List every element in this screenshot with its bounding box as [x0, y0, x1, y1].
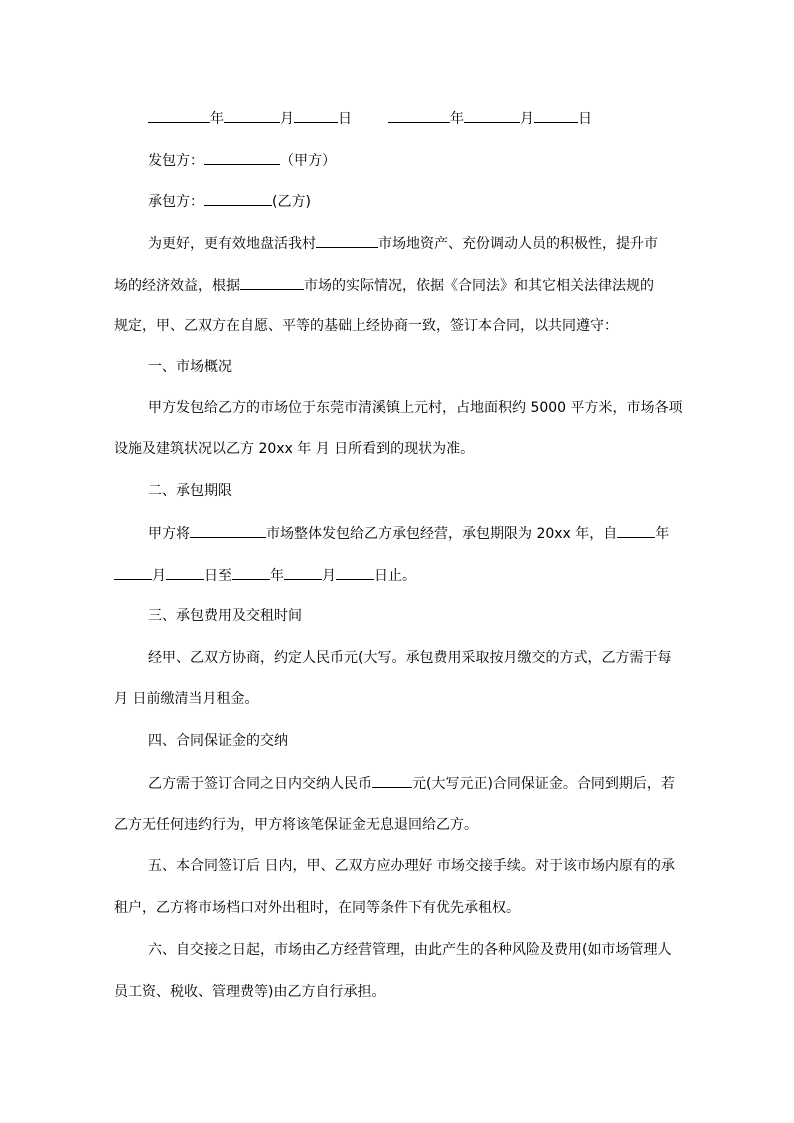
- date-year: 年: [450, 111, 464, 127]
- section-2-text: 市场整体发包给乙方承包经营，承包期限为 20xx 年，自: [266, 526, 618, 542]
- blank-field[interactable]: [190, 523, 266, 538]
- section-4-line-2: 乙方无任何违约行为，甲方将该笔保证金无息退回给乙方。: [114, 817, 478, 833]
- date-month: 月: [520, 111, 534, 127]
- section-1-line-2: 设施及建筑状况以乙方 20xx 年 月 日所看到的现状为准。: [114, 441, 475, 457]
- party-a-label: 发包方：: [148, 153, 204, 169]
- section-2-line-1: [148, 523, 680, 544]
- blank-field[interactable]: [534, 108, 578, 123]
- intro-line-2: [114, 275, 680, 296]
- blank-field[interactable]: [166, 565, 204, 580]
- date-year: 年: [210, 111, 224, 127]
- section-2-text: 日至: [204, 568, 232, 584]
- section-3-line-2: 月 日前缴清当月租金。: [114, 691, 259, 707]
- date-day: 日: [578, 111, 592, 127]
- section-2-text: 日止。: [374, 568, 416, 584]
- section-4-text: 元(大写元正)合同保证金。合同到期后，若: [412, 776, 675, 792]
- blank-field[interactable]: [388, 108, 450, 123]
- section-6-line-2: 员工资、税收、管理费等)由乙方自行承担。: [114, 984, 386, 1000]
- blank-field[interactable]: [148, 108, 210, 123]
- blank-field[interactable]: [232, 565, 270, 580]
- section-2-text: 甲方将: [148, 526, 190, 542]
- section-3-line-1: 经甲、乙双方协商，约定人民币元(大写。承包费用采取按月缴交的方式，乙方需于每: [148, 650, 672, 666]
- section-2-text: 月: [322, 568, 336, 584]
- section-2-text: 月: [152, 568, 166, 584]
- section-6-line-1: 六、自交接之日起，市场由乙方经营管理，由此产生的各种风险及费用(如市场管理人: [148, 942, 672, 958]
- intro-text: 市场的实际情况，依据《合同法》和其它相关法律法规的: [304, 278, 654, 294]
- section-5-line-2: 租户，乙方将市场档口对外出租时，在同等条件下有优先承租权。: [114, 900, 520, 916]
- section-3-title: 三、承包费用及交租时间: [148, 608, 302, 624]
- intro-text: 市场地资产、充份调动人员的积极性，提升市: [378, 236, 658, 252]
- blank-field[interactable]: [617, 523, 655, 538]
- party-b-suffix: (乙方): [272, 194, 311, 210]
- section-2-line-2: [114, 565, 680, 586]
- blank-field[interactable]: [240, 275, 304, 290]
- blank-field[interactable]: [114, 565, 152, 580]
- section-2-text: 年: [655, 526, 670, 542]
- party-b-label: 承包方：: [148, 194, 204, 210]
- blank-field[interactable]: [316, 233, 378, 248]
- blank-field[interactable]: [294, 108, 338, 123]
- blank-field[interactable]: [204, 191, 272, 206]
- section-2-text: 年: [270, 568, 284, 584]
- date-month: 月: [280, 111, 294, 127]
- blank-field[interactable]: [284, 565, 322, 580]
- blank-field[interactable]: [464, 108, 520, 123]
- intro-line-1: [148, 233, 680, 254]
- date-line: [148, 108, 680, 129]
- section-4-text: 乙方需于签订合同之日内交纳人民币: [148, 776, 372, 792]
- section-2-title: 二、承包期限: [148, 483, 232, 499]
- section-1-line-1: 甲方发包给乙方的市场位于东莞市清溪镇上元村，占地面积约 5000 平方米，市场各项: [148, 400, 683, 416]
- blank-field[interactable]: [336, 565, 374, 580]
- section-4-line-1: [148, 773, 680, 794]
- party-b-line: [148, 191, 680, 212]
- blank-field[interactable]: [224, 108, 280, 123]
- intro-text: 场的经济效益，根据: [114, 278, 240, 294]
- section-4-title: 四、合同保证金的交纳: [148, 733, 288, 749]
- section-1-title: 一、市场概况: [148, 359, 232, 375]
- party-a-suffix: （甲方）: [280, 153, 336, 169]
- party-a-line: [148, 150, 680, 171]
- section-5-line-1: 五、本合同签订后 日内，甲、乙双方应办理好 市场交接手续。对于该市场内原有的承: [148, 858, 675, 874]
- blank-field[interactable]: [204, 150, 280, 165]
- blank-field[interactable]: [372, 773, 412, 788]
- intro-text: 为更好，更有效地盘活我村: [148, 236, 316, 252]
- intro-line-3: 规定，甲、乙双方在自愿、平等的基础上经协商一致，签订本合同，以共同遵守：: [114, 318, 618, 334]
- date-day: 日: [338, 111, 352, 127]
